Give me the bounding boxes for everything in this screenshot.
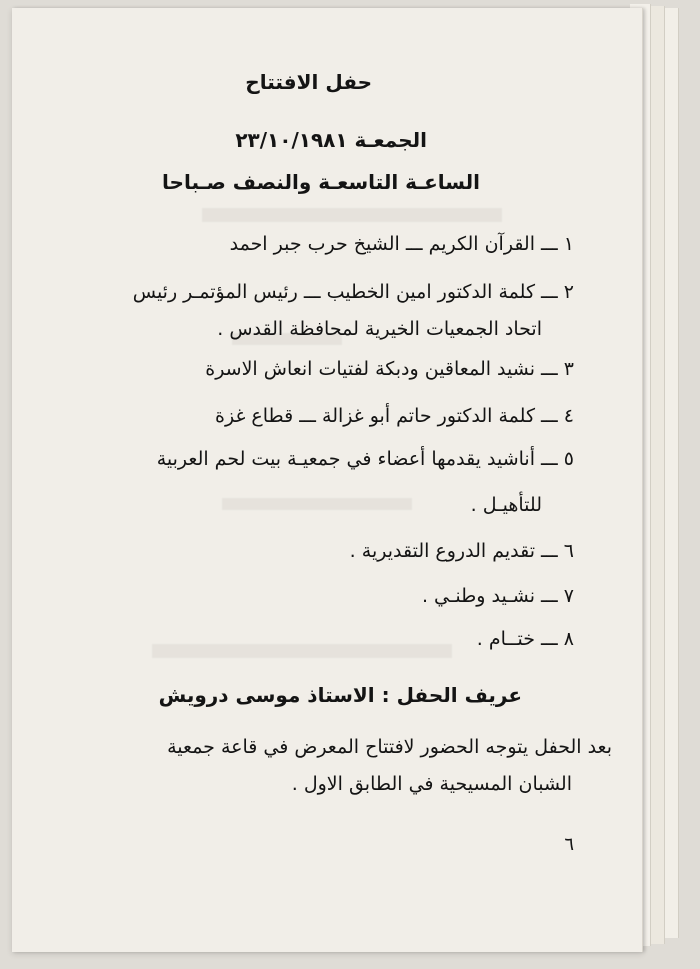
program-item-7: ٧ ـــ نشـيد وطنـي . — [421, 585, 574, 607]
host-line: عريف الحفل : الاستاذ موسى درويش — [158, 683, 522, 707]
footer-line-2: الشبان المسيحية في الطابق الاول . — [291, 773, 572, 795]
show-through-mark — [152, 644, 452, 658]
page-title: حفل الافتتاح — [245, 70, 372, 94]
show-through-mark — [222, 498, 412, 510]
program-item-4: ٤ ـــ كلمة الدكتور حاتم أبو غزالة ـــ قطاع غزة — [215, 405, 574, 427]
time-line: الساعـة التاسعـة والنصف صـباحا — [162, 170, 480, 194]
program-item-2: ٢ ـــ كلمة الدكتور امين الخطيب ـــ رئيس المؤتمـر رئيس — [132, 281, 574, 303]
program-item-5: ٥ ـــ أناشيد يقدمها أعضاء في جمعيـة بيت لحم العربية — [156, 448, 574, 470]
date-line: الجمعـة ٢٣/١٠/١٩٨١ — [235, 128, 427, 152]
program-item-1: ١ ـــ القرآن الكريم ـــ الشيخ حرب جبر احمد — [229, 233, 574, 255]
program-item-8: ٨ ـــ ختــام . — [476, 628, 574, 650]
document-page — [12, 8, 643, 952]
program-item-5-cont: للتأهيـل . — [470, 494, 542, 516]
program-item-2-cont: اتحاد الجمعيات الخيرية لمحافظة القدس . — [217, 318, 542, 340]
program-item-3: ٣ ـــ نشيد المعاقين ودبكة لفتيات انعاش الاسرة — [205, 358, 574, 380]
program-item-6: ٦ ـــ تقديم الدروع التقديرية . — [349, 540, 574, 562]
footer-line-1: بعد الحفل يتوجه الحضور لافتتاح المعرض في قاعة جمعية — [167, 736, 612, 758]
page-number: ٦ — [564, 834, 574, 855]
show-through-mark — [202, 208, 502, 222]
